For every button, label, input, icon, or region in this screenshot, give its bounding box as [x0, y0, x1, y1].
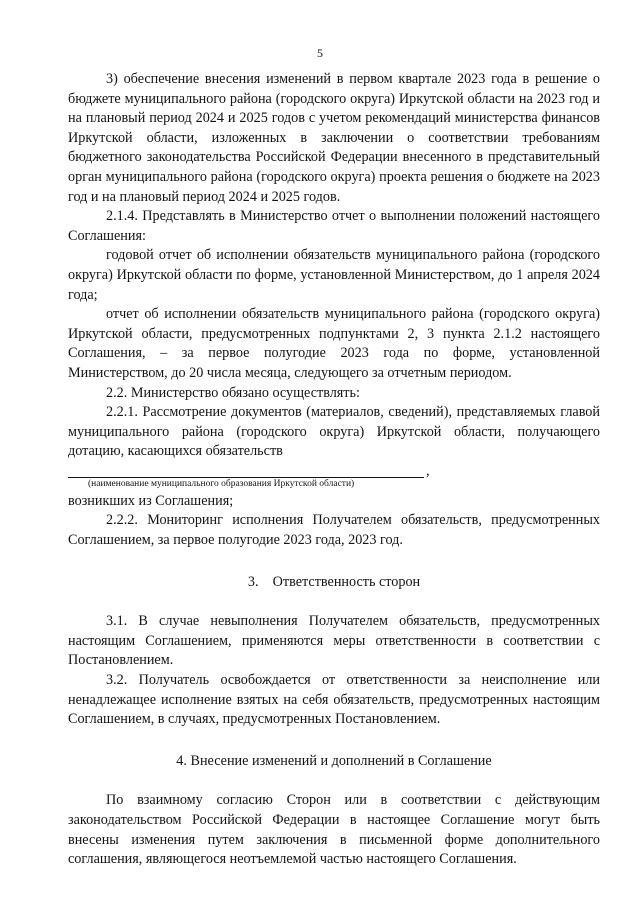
blank-underline	[68, 465, 424, 478]
fill-line-caption: (наименование муниципального образования Иркутской области)	[88, 478, 355, 489]
paragraph-annual-report: годовой отчет об исполнении обязательств муниципального района (городского округа) Иркутской области по форме, установленной Министерством, до 1 апреля 2024 года;	[68, 247, 600, 303]
section-heading-4: 4. Внесение изменений и дополнений в Соглашение	[176, 752, 492, 769]
paragraph-half-year-report: отчет об исполнении обязательств муниципального района (городского округа) Иркутской области, предусмотренных подпунктами 2, 3 пункта 2.1.2 настоящего Соглашения, – за первое полугодие 2023 года по форме, установленной Министерством, до 20 числа месяца, следующего за отчетным периодом.	[68, 306, 600, 381]
municipality-fill-line	[68, 464, 600, 478]
section-heading-3: 3. Ответственность сторон	[247, 573, 421, 590]
paragraph-3-1: 3.1. В случае невыполнения Получателем обязательств, предусмотренных настоящим Соглашением, применяются меры ответственности в соответствии с Постановлением.	[68, 613, 600, 669]
paragraph-2-2-1-end: возникших из Соглашения;	[68, 492, 234, 509]
paragraph-2-2-1: 2.2.1. Рассмотрение документов (материалов, сведений), представляемых главой муниципального района (городского округа) Иркутской области, получающего дотацию, касающихся обязательств	[68, 404, 600, 460]
fill-line-comma: ,	[426, 462, 430, 479]
page-number: 5	[317, 46, 323, 60]
paragraph-4: По взаимному согласию Сторон или в соответствии с действующим законодательством Российской Федерации в настоящее Соглашение могут быть внесены изменения путем заключения в письменной форме дополнительного соглашения, являющегося неотъемлемой частью настоящего Соглашения.	[68, 792, 600, 868]
paragraph-2-2: 2.2. Министерство обязано осуществлять:	[106, 384, 360, 401]
paragraph-3-2: 3.2. Получатель освобождается от ответственности за неисполнение или ненадлежащее исполнение взятых на себя обязательств, предусмотренных настоящим Соглашением, в случаях, предусмотренных Постановлением.	[68, 672, 600, 728]
paragraph-2-1-4: 2.1.4. Представлять в Министерство отчет о выполнении положений настоящего Соглашения:	[68, 208, 600, 244]
paragraph-2-2-2: 2.2.2. Мониторинг исполнения Получателем обязательств, предусмотренных Соглашением, за первое полугодие 2023 года, 2023 год.	[68, 512, 600, 549]
paragraph-item-3: 3) обеспечение внесения изменений в первом квартале 2023 года в решение о бюджете муниципального района (городского округа) Иркутской области на 2023 год и на плановый период 2024 и 2025 годов с учетом рекомендаций министерства финансов Иркутской области, изложенных в заключении о соответствии требованиям бюджетного законодательства Российской Федерации внесенного в представительный орган муниципального района (городского округа) проекта решения о бюджете на 2023 год и на плановый период 2024 и 2025 годов.	[68, 71, 600, 205]
document-body	[68, 70, 600, 870]
